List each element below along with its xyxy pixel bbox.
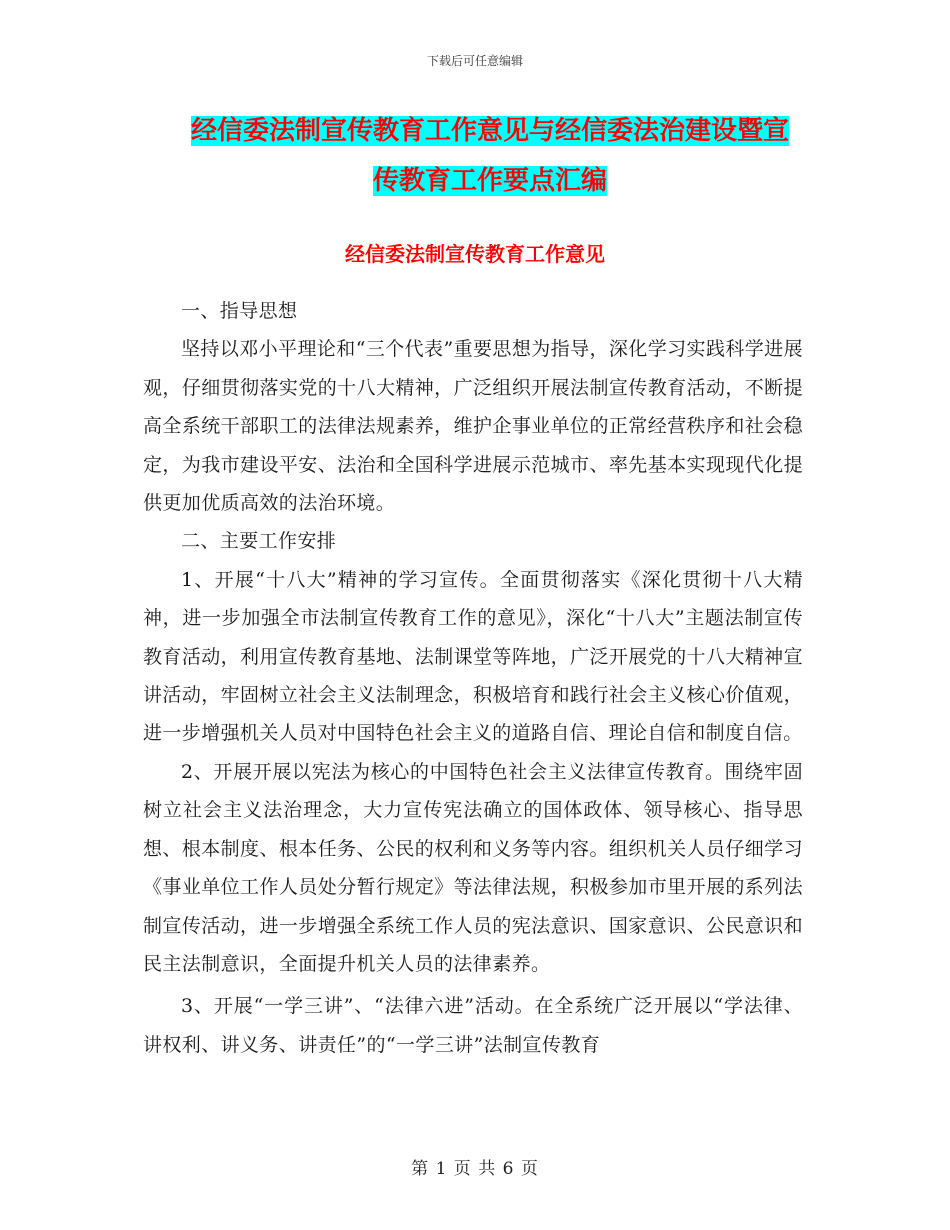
page-header-note: 下载后可任意编辑: [426, 54, 523, 68]
section-title: 经信委法制宣传教育工作意见: [345, 242, 605, 266]
paragraph-heading-work-arrangement: 二、主要工作安排: [181, 530, 337, 553]
document-body: [143, 292, 803, 1064]
paragraph: 1、开展“十八大”精神的学习宣传。全面贯彻落实《深化贯彻十八大精神，进一步加强全市法制宣传教育工作的意见》，深化“十八大”主题法制宣传教育活动，利用宣传教育基地、法制课堂等阵地，广泛开展党的十八大精神宣讲活动，牢固树立社会主义法制理念，积极培育和践行社会主义核心价值观，进一步增强机关人员对中国特色社会主义的道路自信、理论自信和制度自信。: [143, 568, 803, 745]
document-main-title: [170, 106, 810, 206]
paragraph: 坚持以邓小平理论和“三个代表”重要思想为指导，深化学习实践科学进展观，仔细贯彻落实党的十八大精神，广泛组织开展法制宣传教育活动，不断提高全系统干部职工的法律法规素养，维护企事业单位的正常经营秩序和社会稳定，为我市建设平安、法治和全国科学进展示范城市、率先基本实现现代化提供更加优质高效的法治环境。: [143, 338, 803, 515]
page-number: 第 1 页 共 6 页: [411, 1159, 539, 1179]
paragraph: 3、开展“一学三讲”、“法律六进”活动。在全系统广泛开展以“学法律、讲权利、讲义务、讲责任”的“一学三讲”法制宣传教育: [143, 995, 803, 1056]
paragraph: 2、开展开展以宪法为核心的中国特色社会主义法律宣传教育。围绕牢固树立社会主义法治理念，大力宣传宪法确立的国体政体、领导核心、指导思想、根本制度、根本任务、公民的权利和义务等内容。组织机关人员仔细学习《事业单位工作人员处分暂行规定》等法律法规，积极参加市里开展的系列法制宣传活动，进一步增强全系统工作人员的宪法意识、国家意识、公民意识和民主法制意识，全面提升机关人员的法律素养。: [143, 760, 803, 975]
paragraph-heading-guiding-thought: 一、指导思想: [181, 300, 298, 322]
main-title-line-2: 传教育工作要点汇编: [372, 166, 607, 196]
main-title-line-1: 经信委法制宣传教育工作意见与经信委法治建设暨宣: [190, 116, 789, 146]
